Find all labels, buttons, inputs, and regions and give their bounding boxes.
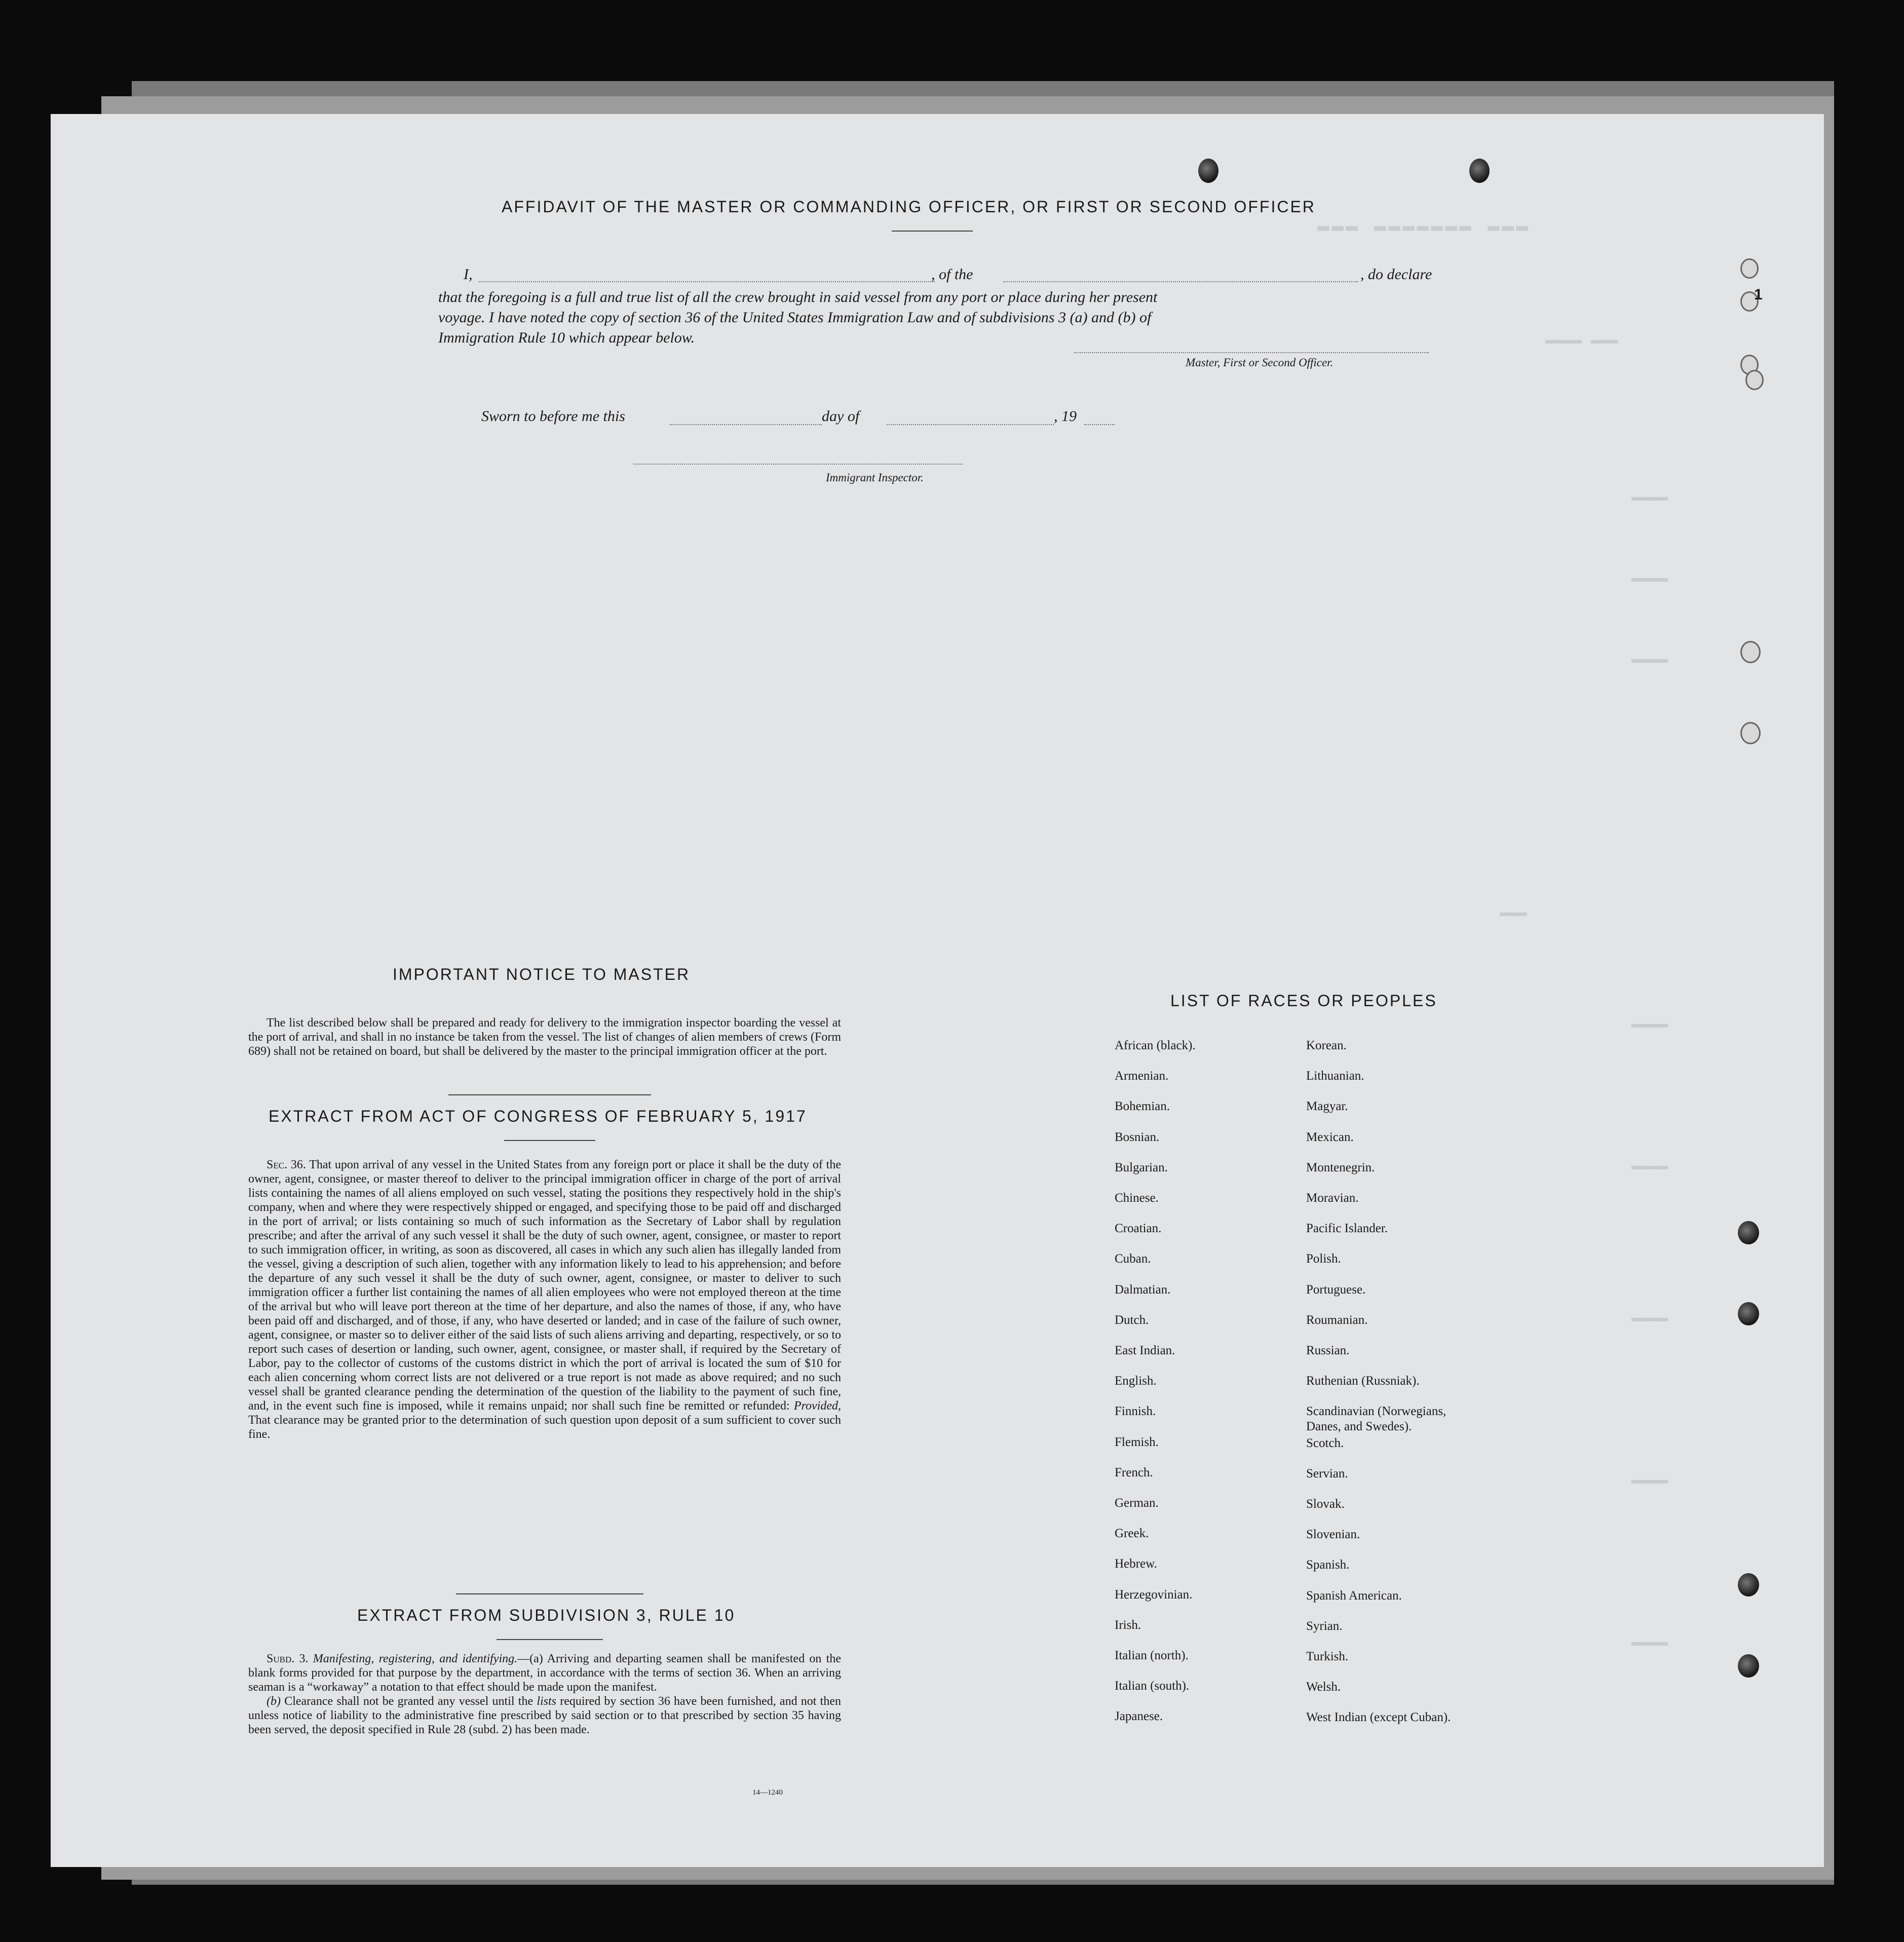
affidavit-line3: voyage. I have noted the copy of section 36 of the United States Immigration Law and of subdivisions 3 (a) and (b) of bbox=[438, 309, 1152, 326]
month-blank[interactable] bbox=[887, 424, 1054, 425]
subd-b-lists: lists bbox=[537, 1695, 557, 1708]
act-body-end: That clearance may be granted prior to the determination of such question upon deposit of a sum sufficient to cover such fine. bbox=[248, 1414, 841, 1441]
race-item: Croatian. bbox=[1115, 1222, 1162, 1236]
act-title: EXTRACT FROM ACT OF CONGRESS OF FEBRUARY 5, 1917 bbox=[269, 1107, 807, 1125]
race-item: Korean. bbox=[1306, 1039, 1347, 1052]
subd-b-label: (b) bbox=[266, 1695, 281, 1708]
race-item: Cuban. bbox=[1115, 1252, 1151, 1266]
affidavit-title: AFFIDAVIT OF THE MASTER OR COMMANDING OFFICER, OR FIRST OR SECOND OFFICER bbox=[502, 198, 1316, 216]
race-item: Scotch. bbox=[1306, 1436, 1344, 1450]
race-item: Servian. bbox=[1306, 1466, 1348, 1480]
race-item: Bohemian. bbox=[1115, 1099, 1170, 1114]
subd-label: Subd. 3. bbox=[266, 1652, 309, 1665]
race-item: Herzegovinian. bbox=[1115, 1587, 1193, 1602]
affidavit-line4: Immigration Rule 10 which appear below. bbox=[438, 329, 695, 346]
race-item: Bulgarian. bbox=[1115, 1160, 1168, 1174]
sworn-day-of: day of bbox=[822, 408, 860, 425]
rule-text bbox=[248, 1652, 841, 1737]
race-item: Greek. bbox=[1115, 1527, 1149, 1541]
race-item: Magyar. bbox=[1306, 1099, 1348, 1114]
race-item: Turkish. bbox=[1306, 1650, 1349, 1663]
race-item: Montenegrin. bbox=[1306, 1160, 1375, 1174]
races-title: LIST OF RACES OR PEOPLES bbox=[1170, 992, 1437, 1010]
race-item: Slovak. bbox=[1306, 1497, 1345, 1511]
subd-a-text: Arriving and departing seamen shall be manifested on the blank forms provided for that purpose by the department, in accordance with the terms of section 36. When an arriving seaman is a “workaway” a notation to that effect should be made upon the manifest. bbox=[248, 1652, 841, 1694]
punch-hole bbox=[1738, 1654, 1759, 1678]
race-item: Italian (south). bbox=[1115, 1679, 1190, 1693]
rule-title: EXTRACT FROM SUBDIVISION 3, RULE 10 bbox=[357, 1606, 736, 1624]
act-text bbox=[248, 1158, 841, 1441]
subd-b-text: Clearance shall not be granted any vessel until the bbox=[284, 1695, 534, 1708]
signature-label: Master, First or Second Officer. bbox=[1186, 356, 1334, 369]
race-item: Polish. bbox=[1306, 1252, 1341, 1266]
race-item: Bosnian. bbox=[1115, 1130, 1160, 1144]
punch-hole bbox=[1738, 1302, 1759, 1325]
notice-text: The list described below shall be prepared and ready for delivery to the immigration inspector boarding the vessel at the port of arrival, and shall in no instance be taken from the vessel. The list of changes of alien members of crews (Form 689) shall not be retained on board, but shall be delivered by the master to the principal immigration officer at the port. bbox=[248, 1016, 841, 1058]
race-item: Portuguese. bbox=[1306, 1282, 1366, 1297]
race-item: African (black). bbox=[1115, 1039, 1196, 1052]
race-item: Ruthenian (Russniak). bbox=[1306, 1374, 1420, 1388]
race-item: Mexican. bbox=[1306, 1130, 1354, 1144]
race-item: Finnish. bbox=[1115, 1404, 1156, 1419]
affidavit-line2: that the foregoing is a full and true list of all the crew brought in said vessel from any port or place during her present bbox=[438, 289, 1158, 306]
race-item: Spanish American. bbox=[1306, 1588, 1402, 1603]
sec-label: Sec. 36. bbox=[266, 1158, 306, 1171]
subd-b-text-2: required by section 36 have been furnished, and not then unless notice of liability to the administrative fine prescribed by said section or to that prescribed by section 35 having been served, the deposit specified in Rule 28 (subd. 2) has been made. bbox=[248, 1695, 842, 1736]
affidavit-of-the: , of the bbox=[931, 266, 973, 283]
affidavit-i: I, bbox=[464, 266, 473, 283]
race-item: Roumanian. bbox=[1306, 1313, 1368, 1327]
race-item: Pacific Islander. bbox=[1306, 1222, 1388, 1236]
race-item: West Indian (except Cuban). bbox=[1306, 1710, 1451, 1725]
punch-hole bbox=[1740, 258, 1759, 279]
inspector-signature-blank[interactable] bbox=[633, 464, 963, 465]
race-item: Syrian. bbox=[1306, 1619, 1343, 1633]
race-item: Armenian. bbox=[1115, 1069, 1169, 1083]
subd-a-label: —(a) bbox=[517, 1652, 543, 1665]
race-item: Dalmatian. bbox=[1115, 1282, 1171, 1297]
race-item: Dutch. bbox=[1115, 1313, 1149, 1327]
race-item: French. bbox=[1115, 1465, 1153, 1479]
affidavit-declare: , do declare bbox=[1360, 266, 1432, 283]
form-number: 14—1240 bbox=[752, 1788, 783, 1797]
race-item: Chinese. bbox=[1115, 1191, 1159, 1205]
race-item: Scandinavian (Norwegians, bbox=[1306, 1404, 1446, 1419]
divider bbox=[892, 231, 973, 232]
race-item: Moravian. bbox=[1306, 1191, 1359, 1205]
race-item: English. bbox=[1115, 1374, 1157, 1388]
race-item: Slovenian. bbox=[1306, 1528, 1360, 1542]
punch-hole bbox=[1469, 159, 1490, 183]
signature-blank[interactable] bbox=[1074, 352, 1429, 353]
name-blank[interactable] bbox=[479, 281, 935, 282]
provided-label: Provided, bbox=[793, 1399, 841, 1413]
vessel-blank[interactable] bbox=[1003, 281, 1358, 282]
punch-hole bbox=[1740, 722, 1761, 744]
race-item: Japanese. bbox=[1115, 1709, 1163, 1724]
manifest-page: ▬▬▬ ▬▬▬▬▬▬▬ ▬▬▬ ▬▬▬▬ ▬▬▬ ▬▬▬▬ ▬▬▬▬ ▬▬▬▬ ▬▬▬ ▬▬▬▬ ▬▬▬▬ ▬▬▬▬ ▬▬▬▬ ▬▬▬▬ 1 AFFIDAVIT OF THE MASTER OR COMMANDING OFFICER, OR FIRST OR SECOND OFFICER I, , of the , do declare that the foregoing is a full and true list of all the crew brought in said vessel from any port or place during her present voyage. I have noted the copy of section 36 of the United States Immigration Law and of subdivisions 3 (a) and (b) of Immigration Rule 10 which appear below. Master, First or Second Officer. Sworn to before me this day of , 19 Immigrant Inspector. IMPORTANT NOTICE TO MASTER The list described below shall be prepared and ready for delivery to the immigration inspector boarding the vessel at the port of arrival, and shall in no instance be taken from the vessel. The list of changes of alien members of crews (Form 689) shall not be retained on board, but shall be delivered by the master to the principal immigration officer at the port. EXTRACT FROM ACT OF CONGRESS OF FEBRUARY 5, 1917 Sec. 36. That upon arrival of any vessel in the United States from any foreign port or place it shall be the duty of the owner, agent, consignee, or master thereof to deliver to the principal immigration officer in charge of the port of arrival lists containing the names of all aliens employed on such vessel, stating the positions they respectively hold in the ship's company, when and where they were respectively shipped or engaged, and specifying those to be paid off and discharged in the port of arrival; or lists containing so much of such information as the Secretary of Labor shall by regulation prescribe; and after the arrival of any such vessel it shall be the duty of such owner, agent, consignee, or master to report to such immigration officer, in writing, as soon as discovered, all cases in which any such alien has illegally landed from the vessel, giving a description of such alien, together with any information likely to lead to his apprehension; and before the departure of any such vessel it shall be the duty of such owner, agent, consignee, or master to deliver to such immigration officer a further list containing the names of all alien employees who were not employed thereon at the time of the arrival but who will leave port thereon at the time of her departure, and also the names of those, if any, who have been paid off and discharged, and of those, if any, who have deserted or landed; and in case of the failure of such owner, agent, consignee, or master so to deliver either of the said lists of such aliens arriving and departing, respectively, or so to report such cases of desertion or landing, such owner, agent, consignee, or master shall, if required by the Secretary of Labor, pay to the collector of customs of the customs district in which the port of arrival is located the sum of $10 for each alien concerning whom correct lists are not delivered or a true report is not made as above required; and no such vessel shall be granted clearance pending the determination of the question of the liability to the payment of such fine, and, in the event such fine is imposed, while it remains unpaid; nor shall such fine be remitted or refunded: Provided, That clearance may be granted prior to the determination of such question upon deposit of a sum sufficient to cover such fine. EXTRACT FROM SUBDIVISION 3, RULE 10 Subd. 3. Manifesting, registering, and identifying.—(a) Arriving and departing seamen shall be manifested on the blank forms provided for that purpose by the department, in accordance with the terms of section 36. When an arriving seaman is a “workaway” a notation to that effect should be made upon the manifest. (b) Clearance shall not be granted any vessel until the lists required by section 36 have been furnished, and not then unless notice of liability to the administrative fine prescribed by said section or to that prescribed by section 35 having been served, the deposit specified in Rule 28 (subd. 2) has been made. 14—1240 LIST OF RACES OR PEOPLES African (black). Armenian. Bohemian. Bosnian. Bulgarian. Chinese. Croatian. Cuban. Dalmatian. Dutch. East Indian. English. Finnish. Flemish. French. German. Greek. Hebrew. Herzegovinian. Irish. Italian (north). Italian (south). Japanese. Korean. Lithuanian. Magyar. Mexican. Montenegrin. Moravian. Pacific Islander. Polish. Portuguese. Roumanian. Russian. Ruthenian (Russniak). Scandinavian (Norwegians, Scotch. Servian. Slovak. Slovenian. Spanish. Spanish American. Syrian. Turkish. Welsh. West Indian (except Cuban). Danes, and Swedes). bbox=[51, 114, 1824, 1867]
race-item: East Indian. bbox=[1115, 1344, 1175, 1357]
punch-hole bbox=[1198, 159, 1218, 183]
race-item: Hebrew. bbox=[1115, 1557, 1157, 1571]
punch-hole bbox=[1745, 370, 1764, 390]
sworn-prefix: Sworn to before me this bbox=[481, 408, 625, 425]
race-item: German. bbox=[1115, 1496, 1159, 1510]
punch-hole bbox=[1738, 1221, 1759, 1244]
notice-title: IMPORTANT NOTICE TO MASTER bbox=[393, 965, 691, 983]
year-blank[interactable] bbox=[1084, 424, 1115, 425]
race-item: Spanish. bbox=[1306, 1558, 1350, 1572]
subd-title: Manifesting, registering, and identifying. bbox=[313, 1652, 518, 1665]
punch-hole bbox=[1740, 641, 1761, 663]
punch-hole bbox=[1738, 1573, 1759, 1596]
divider bbox=[448, 1094, 651, 1095]
race-item: Irish. bbox=[1115, 1618, 1141, 1632]
margin-mark: 1 bbox=[1754, 286, 1763, 303]
race-item: Russian. bbox=[1306, 1344, 1350, 1357]
race-item: Italian (north). bbox=[1115, 1649, 1189, 1662]
act-body: That upon arrival of any vessel in the United States from any foreign port or place it shall be the duty of the owner, agent, consignee, or master thereof to deliver to the principal immigration officer in charge of the port of arrival lists containing the names of all aliens employed on such vessel, stating the positions they respectively hold in the ship's company, when and where they were respectively shipped or engaged, and specifying those to be paid off and discharged in the port of arrival; or lists containing so much of such information as the Secretary of Labor shall by regulation prescribe; and after the arrival of any such vessel it shall be the duty of such owner, agent, consignee, or master to report to such immigration officer, in writing, as soon as discovered, all cases in which any such alien has illegally landed from the vessel, giving a description of such alien, together with any information likely to lead to his apprehension; and before the departure of any such vessel it shall be the duty of such owner, agent, consignee, or master to deliver to such immigration officer a further list containing the names of all alien employees who were not employed thereon at the time of the arrival but who will leave port thereon at the time of her departure, and also the names of those, if any, who have been paid off and discharged, and of those, if any, who have deserted or landed; and in case of the failure of such owner, agent, consignee, or master so to deliver either of the said lists of such aliens arriving and departing, respectively, or so to report such cases of desertion or landing, such owner, agent, consignee, or master shall, if required by the Secretary of Labor, pay to the collector of customs of the customs district in which the port of arrival is located the sum of $10 for each alien concerning whom correct lists are not delivered or a true report is not made as above required; and no such vessel shall be granted clearance pending the determination of the question of the liability to the payment of such fine, and, in the event such fine is imposed, while it remains unpaid; nor shall such fine be remitted or refunded: bbox=[248, 1158, 842, 1413]
divider bbox=[504, 1140, 595, 1141]
race-item: Welsh. bbox=[1306, 1680, 1341, 1694]
sworn-year: , 19 bbox=[1054, 408, 1077, 425]
divider bbox=[497, 1639, 603, 1640]
race-item: Flemish. bbox=[1115, 1435, 1159, 1449]
divider bbox=[456, 1593, 643, 1594]
race-item: Danes, and Swedes). bbox=[1306, 1420, 1412, 1433]
race-item: Lithuanian. bbox=[1306, 1069, 1364, 1083]
inspector-label: Immigrant Inspector. bbox=[826, 471, 924, 484]
day-blank[interactable] bbox=[670, 424, 822, 425]
